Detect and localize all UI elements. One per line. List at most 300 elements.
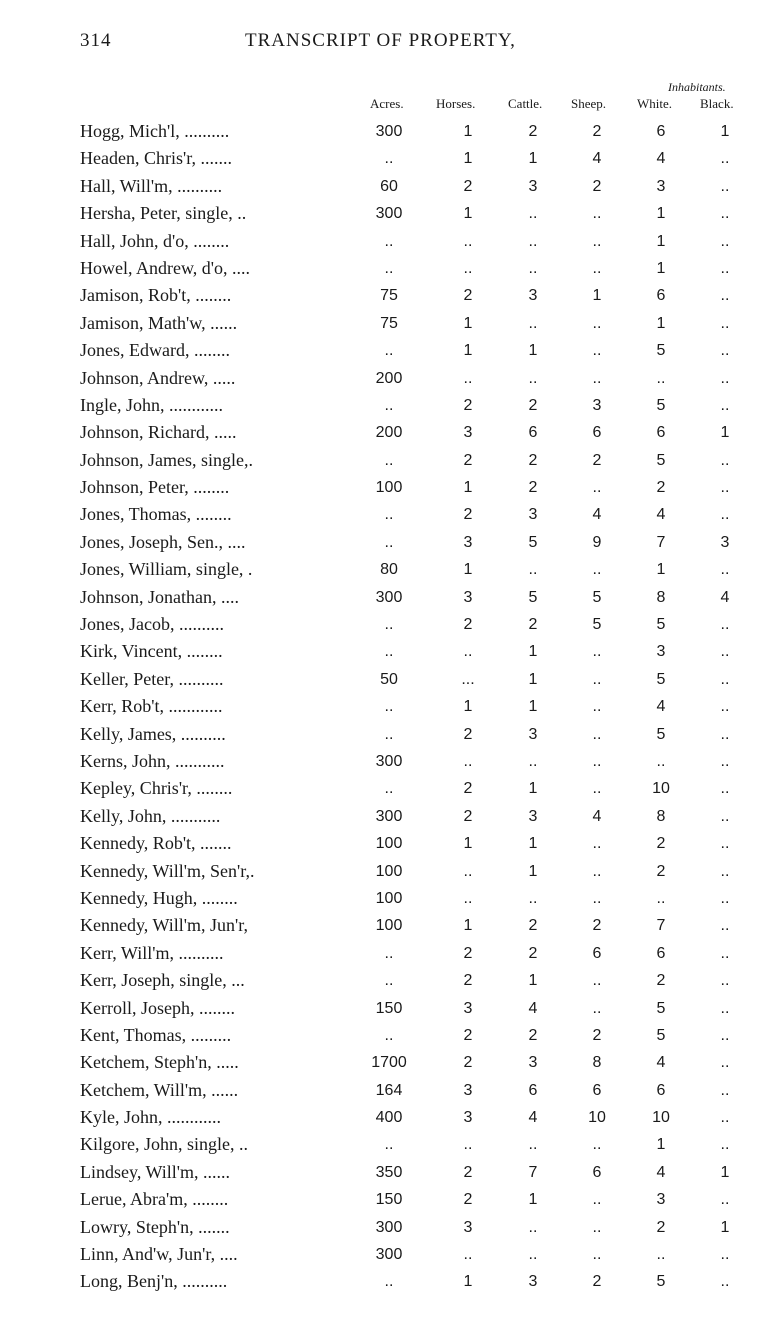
cattle-cell: 3 [528,177,538,195]
cattle-cell: 3 [528,506,538,524]
acres-cell: .. [384,533,394,551]
owner-name: Kennedy, Rob't, ....... [80,833,232,854]
black-cell: .. [720,698,730,716]
black-cell: 1 [720,123,730,140]
white-cell: 1 [656,205,666,223]
white-cell: 4 [656,698,666,716]
sheep-cell: .. [592,232,602,250]
sheep-cell: .. [592,1218,602,1236]
table-row [0,529,781,556]
table-row [0,118,781,145]
table-row [0,1186,781,1213]
white-cell: 1 [656,259,666,277]
sheep-cell: 2 [592,1273,602,1291]
black-cell: .. [720,670,730,688]
sheep-cell: 2 [592,917,602,935]
horses-cell: .. [463,889,473,907]
white-cell: .. [656,1246,666,1264]
black-cell: .. [720,1273,730,1291]
horses-cell: 2 [463,725,473,743]
white-cell: 4 [656,150,666,168]
cattle-cell: 1 [528,643,538,661]
horses-cell: 3 [463,424,473,442]
white-cell: 5 [656,1026,666,1044]
cattle-cell: .. [528,889,538,907]
acres-cell: .. [384,725,394,743]
owner-name: Johnson, Peter, ........ [80,477,230,498]
sheep-cell: .. [592,1136,602,1154]
owner-name: Keller, Peter, .......... [80,668,224,689]
sheep-cell: 6 [592,424,602,442]
owner-name: Johnson, Jonathan, .... [80,586,239,607]
white-cell: 10 [652,780,670,798]
running-head: TRANSCRIPT OF PROPERTY, [245,30,516,51]
acres-cell: 75 [380,314,398,332]
acres-cell: 150 [375,1191,403,1209]
black-cell: 1 [720,424,730,442]
page-number: 314 [80,30,112,51]
sheep-cell: .. [592,999,602,1017]
white-cell: 6 [656,424,666,442]
sheep-cell: 6 [592,1163,602,1181]
sheep-cell: 9 [592,533,602,551]
black-cell: .. [720,1081,730,1099]
cattle-cell: .. [528,369,538,387]
table-row [0,173,781,200]
sheep-cell: 2 [592,451,602,469]
acres-cell: 200 [375,424,403,442]
cattle-cell: .. [528,1246,538,1264]
black-cell: .. [720,752,730,770]
horses-cell: 2 [463,451,473,469]
table-row [0,775,781,802]
sheep-cell: .. [592,835,602,853]
black-cell: .. [720,889,730,907]
owner-name: Howel, Andrew, d'o, .... [80,257,251,278]
black-cell: .. [720,369,730,387]
horses-cell: 2 [463,177,473,195]
white-cell: 7 [656,533,666,551]
black-cell: .. [720,972,730,990]
horses-cell: 2 [463,1163,473,1181]
owner-name: Ingle, John, ............ [80,394,223,415]
owner-name: Linn, And'w, Jun'r, .... [80,1244,238,1265]
black-cell: .. [720,1191,730,1209]
black-cell: .. [720,862,730,880]
black-cell: .. [720,835,730,853]
cattle-cell: 6 [528,1081,538,1099]
owner-name: Jamison, Math'w, ...... [80,312,238,333]
acres-cell: 100 [375,889,403,907]
black-cell: .. [720,999,730,1017]
white-cell: 2 [656,1218,666,1236]
acres-cell: 60 [380,177,398,195]
owner-name: Johnson, Richard, ..... [80,422,237,443]
cattle-cell: 1 [528,972,538,990]
black-cell: .. [720,944,730,962]
black-cell: .. [720,643,730,661]
horses-cell: .. [463,1136,473,1154]
white-cell: 5 [656,670,666,688]
sheep-cell: 5 [592,588,602,606]
acres-cell: 300 [375,1246,403,1264]
table-row [0,337,781,364]
acres-cell: 150 [375,999,403,1017]
horses-cell: 1 [463,314,473,332]
horses-cell: 1 [463,479,473,497]
white-cell: 5 [656,725,666,743]
table-row [0,1159,781,1186]
cattle-cell: 3 [528,725,538,743]
white-cell: 5 [656,616,666,634]
acres-cell: 50 [380,670,398,688]
cattle-cell: 5 [528,533,538,551]
horses-cell: 1 [463,835,473,853]
acres-cell: 100 [375,835,403,853]
table-row [0,556,781,583]
black-cell: .. [720,314,730,332]
table-row [0,1241,781,1268]
owner-name: Lerue, Abra'm, ........ [80,1189,229,1210]
sheep-cell: .. [592,752,602,770]
horses-cell: .. [463,862,473,880]
table-row [0,419,781,446]
cattle-cell: 6 [528,424,538,442]
acres-cell: .. [384,1136,394,1154]
black-cell: .. [720,479,730,497]
owner-name: Ketchem, Steph'n, ..... [80,1052,239,1073]
owner-name: Hall, John, d'o, ........ [80,230,230,251]
table-row [0,967,781,994]
owner-name: Hogg, Mich'l, .......... [80,121,230,141]
horses-cell: .. [463,369,473,387]
cattle-cell: 2 [528,944,538,962]
acres-cell: .. [384,780,394,798]
horses-cell: 1 [463,698,473,716]
acres-cell: 100 [375,479,403,497]
cattle-cell: 2 [528,1026,538,1044]
white-cell: 3 [656,1191,666,1209]
horses-cell: 2 [463,972,473,990]
white-header: White. [637,96,673,111]
cattle-cell: .. [528,1218,538,1236]
acres-cell: .. [384,944,394,962]
acres-cell: 100 [375,862,403,880]
acres-cell: 1700 [371,1054,407,1072]
black-cell: .. [720,1054,730,1072]
white-cell: 4 [656,1054,666,1072]
table-row [0,228,781,255]
white-cell: 1 [656,561,666,579]
horses-cell: 1 [463,917,473,935]
table-row [0,392,781,419]
cattle-cell: .. [528,259,538,277]
white-cell: 1 [656,314,666,332]
cattle-cell: .. [528,752,538,770]
acres-cell: 350 [375,1163,403,1181]
sheep-cell: .. [592,670,602,688]
sheep-cell: .. [592,889,602,907]
table-row [0,748,781,775]
table-row [0,1214,781,1241]
sheep-cell: 4 [592,807,602,825]
owner-name: Kent, Thomas, ......... [80,1024,232,1045]
owner-name: Johnson, James, single,. [80,449,253,470]
owner-name: Kerroll, Joseph, ........ [80,997,235,1018]
acres-cell: .. [384,259,394,277]
acres-cell: 200 [375,369,403,387]
sheep-cell: .. [592,1191,602,1209]
sheep-cell: .. [592,561,602,579]
sheep-cell: .. [592,1246,602,1264]
white-cell: 8 [656,588,666,606]
acres-cell: .. [384,1026,394,1044]
acres-cell: 300 [375,205,403,223]
owner-name: Long, Benj'n, .......... [80,1271,228,1292]
table-row [0,721,781,748]
table-row [0,611,781,638]
acres-cell: 164 [375,1081,403,1099]
acres-header: Acres. [370,96,404,111]
cattle-cell: 3 [528,287,538,305]
table-row [0,255,781,282]
table-row [0,200,781,227]
cattle-cell: 2 [528,479,538,497]
table-row [0,1077,781,1104]
acres-cell: .. [384,616,394,634]
owner-name: Jones, Joseph, Sen., .... [80,531,246,552]
acres-cell: 300 [375,588,403,606]
sheep-cell: 2 [592,1026,602,1044]
table-row [0,1131,781,1158]
black-cell: .. [720,232,730,250]
sheep-cell: 2 [592,177,602,195]
black-cell: .. [720,287,730,305]
cattle-cell: 4 [528,1109,538,1127]
owner-name: Lindsey, Will'm, ...... [80,1161,231,1182]
acres-cell: 300 [375,123,403,140]
table-row [0,912,781,939]
horses-cell: .. [463,643,473,661]
cattle-cell: 2 [528,616,538,634]
white-cell: 2 [656,479,666,497]
black-cell: .. [720,342,730,360]
table-row [0,474,781,501]
white-cell: 2 [656,835,666,853]
owner-name: Kennedy, Will'm, Jun'r, [80,915,249,936]
acres-cell: 75 [380,287,398,305]
table-row [0,638,781,665]
black-cell: .. [720,150,730,168]
black-cell: 4 [720,588,730,606]
owner-name: Jones, Edward, ........ [80,340,230,361]
cattle-cell: 1 [528,698,538,716]
horses-cell: 3 [463,1081,473,1099]
cattle-cell: 1 [528,780,538,798]
horses-cell: 2 [463,944,473,962]
sheep-cell: 3 [592,396,602,414]
owner-name: Headen, Chris'r, ....... [80,148,232,169]
horses-cell: 1 [463,150,473,168]
white-cell: 2 [656,972,666,990]
white-cell: 2 [656,862,666,880]
horses-cell: 1 [463,123,473,140]
horses-cell: 3 [463,1109,473,1127]
table-row [0,501,781,528]
sheep-cell: .. [592,972,602,990]
black-cell: .. [720,177,730,195]
black-cell: .. [720,561,730,579]
table-row [0,145,781,172]
white-cell: 4 [656,1163,666,1181]
owner-name: Lowry, Steph'n, ....... [80,1216,230,1237]
horses-cell: 3 [463,588,473,606]
cattle-cell: 1 [528,342,538,360]
sheep-cell: .. [592,205,602,223]
black-cell: 1 [720,1163,730,1181]
owner-name: Jamison, Rob't, ........ [80,285,232,306]
black-cell: .. [720,780,730,798]
cattle-cell: .. [528,205,538,223]
owner-name: Kerns, John, ........... [80,750,225,771]
acres-cell: .. [384,150,394,168]
white-cell: 6 [656,944,666,962]
white-cell: 1 [656,232,666,250]
owner-name: Hall, Will'm, .......... [80,175,223,196]
acres-cell: 300 [375,752,403,770]
table-row [0,310,781,337]
table-row [0,858,781,885]
table-row [0,830,781,857]
acres-cell: 400 [375,1109,403,1127]
table-row [0,885,781,912]
horses-cell: ... [461,670,475,688]
black-cell: .. [720,1246,730,1264]
horses-cell: .. [463,232,473,250]
sheep-cell: .. [592,259,602,277]
cattle-cell: 3 [528,1054,538,1072]
owner-name: Kerr, Joseph, single, ... [80,970,245,991]
cattle-cell: 1 [528,862,538,880]
black-cell: 1 [720,1218,730,1236]
cattle-header: Cattle. [508,96,543,111]
acres-cell: .. [384,643,394,661]
table-row [0,666,781,693]
horses-cell: 2 [463,1026,473,1044]
acres-cell: .. [384,342,394,360]
owner-name: Kerr, Will'm, .......... [80,942,224,963]
white-cell: 5 [656,1273,666,1291]
sheep-cell: 4 [592,150,602,168]
owner-name: Kirk, Vincent, ........ [80,641,223,662]
cattle-cell: 1 [528,670,538,688]
sheep-cell: 5 [592,616,602,634]
black-cell: .. [720,1136,730,1154]
horses-cell: 1 [463,205,473,223]
owner-name: Jones, Thomas, ........ [80,504,232,525]
property-table [0,118,781,1296]
table-row [0,365,781,392]
horses-cell: 2 [463,616,473,634]
sheep-cell: 6 [592,1081,602,1099]
acres-cell: 300 [375,807,403,825]
black-cell: .. [720,205,730,223]
owner-name: Jones, Jacob, .......... [80,614,224,635]
sheep-cell: .. [592,725,602,743]
white-cell: 5 [656,342,666,360]
sheep-cell: .. [592,780,602,798]
horses-cell: 2 [463,780,473,798]
owner-name: Kyle, John, ............ [80,1107,221,1128]
black-cell: .. [720,396,730,414]
sheep-cell: .. [592,342,602,360]
white-cell: .. [656,369,666,387]
acres-cell: 300 [375,1218,403,1236]
white-cell: 5 [656,999,666,1017]
cattle-cell: 1 [528,150,538,168]
horses-cell: 3 [463,1218,473,1236]
horses-cell: 2 [463,506,473,524]
black-cell: .. [720,259,730,277]
cattle-cell: 4 [528,999,538,1017]
table-row [0,803,781,830]
sheep-cell: .. [592,479,602,497]
table-row [0,282,781,309]
cattle-cell: 2 [528,396,538,414]
acres-cell: .. [384,972,394,990]
sheep-cell: .. [592,369,602,387]
acres-cell: 100 [375,917,403,935]
cattle-cell: .. [528,561,538,579]
sheep-cell: 2 [592,123,602,140]
black-cell: .. [720,917,730,935]
acres-cell: 80 [380,561,398,579]
cattle-cell: 3 [528,1273,538,1291]
black-cell: .. [720,506,730,524]
white-cell: 8 [656,807,666,825]
horses-cell: 1 [463,561,473,579]
owner-name: Ketchem, Will'm, ...... [80,1079,239,1100]
table-row [0,693,781,720]
horses-cell: 2 [463,287,473,305]
owner-name: Kepley, Chris'r, ........ [80,778,233,799]
acres-cell: .. [384,451,394,469]
sheep-header: Sheep. [571,96,607,111]
horses-cell: 2 [463,807,473,825]
black-cell: .. [720,1109,730,1127]
owner-name: Kennedy, Will'm, Sen'r,. [80,860,255,881]
horses-cell: 2 [463,396,473,414]
black-header: Black. [700,96,734,111]
horses-cell: 1 [463,1273,473,1291]
sheep-cell: 6 [592,944,602,962]
acres-cell: .. [384,232,394,250]
horses-cell: .. [463,259,473,277]
acres-cell: .. [384,506,394,524]
white-cell: .. [656,752,666,770]
acres-cell: .. [384,698,394,716]
cattle-cell: 7 [528,1163,538,1181]
acres-cell: .. [384,1273,394,1291]
black-cell: .. [720,1026,730,1044]
horses-cell: 1 [463,342,473,360]
inhabitants-group-header: Inhabitants. [668,80,726,94]
black-cell: 3 [720,533,730,551]
owner-name: Kelly, James, .......... [80,723,226,744]
black-cell: .. [720,725,730,743]
cattle-cell: 2 [528,123,538,140]
horses-cell: .. [463,752,473,770]
